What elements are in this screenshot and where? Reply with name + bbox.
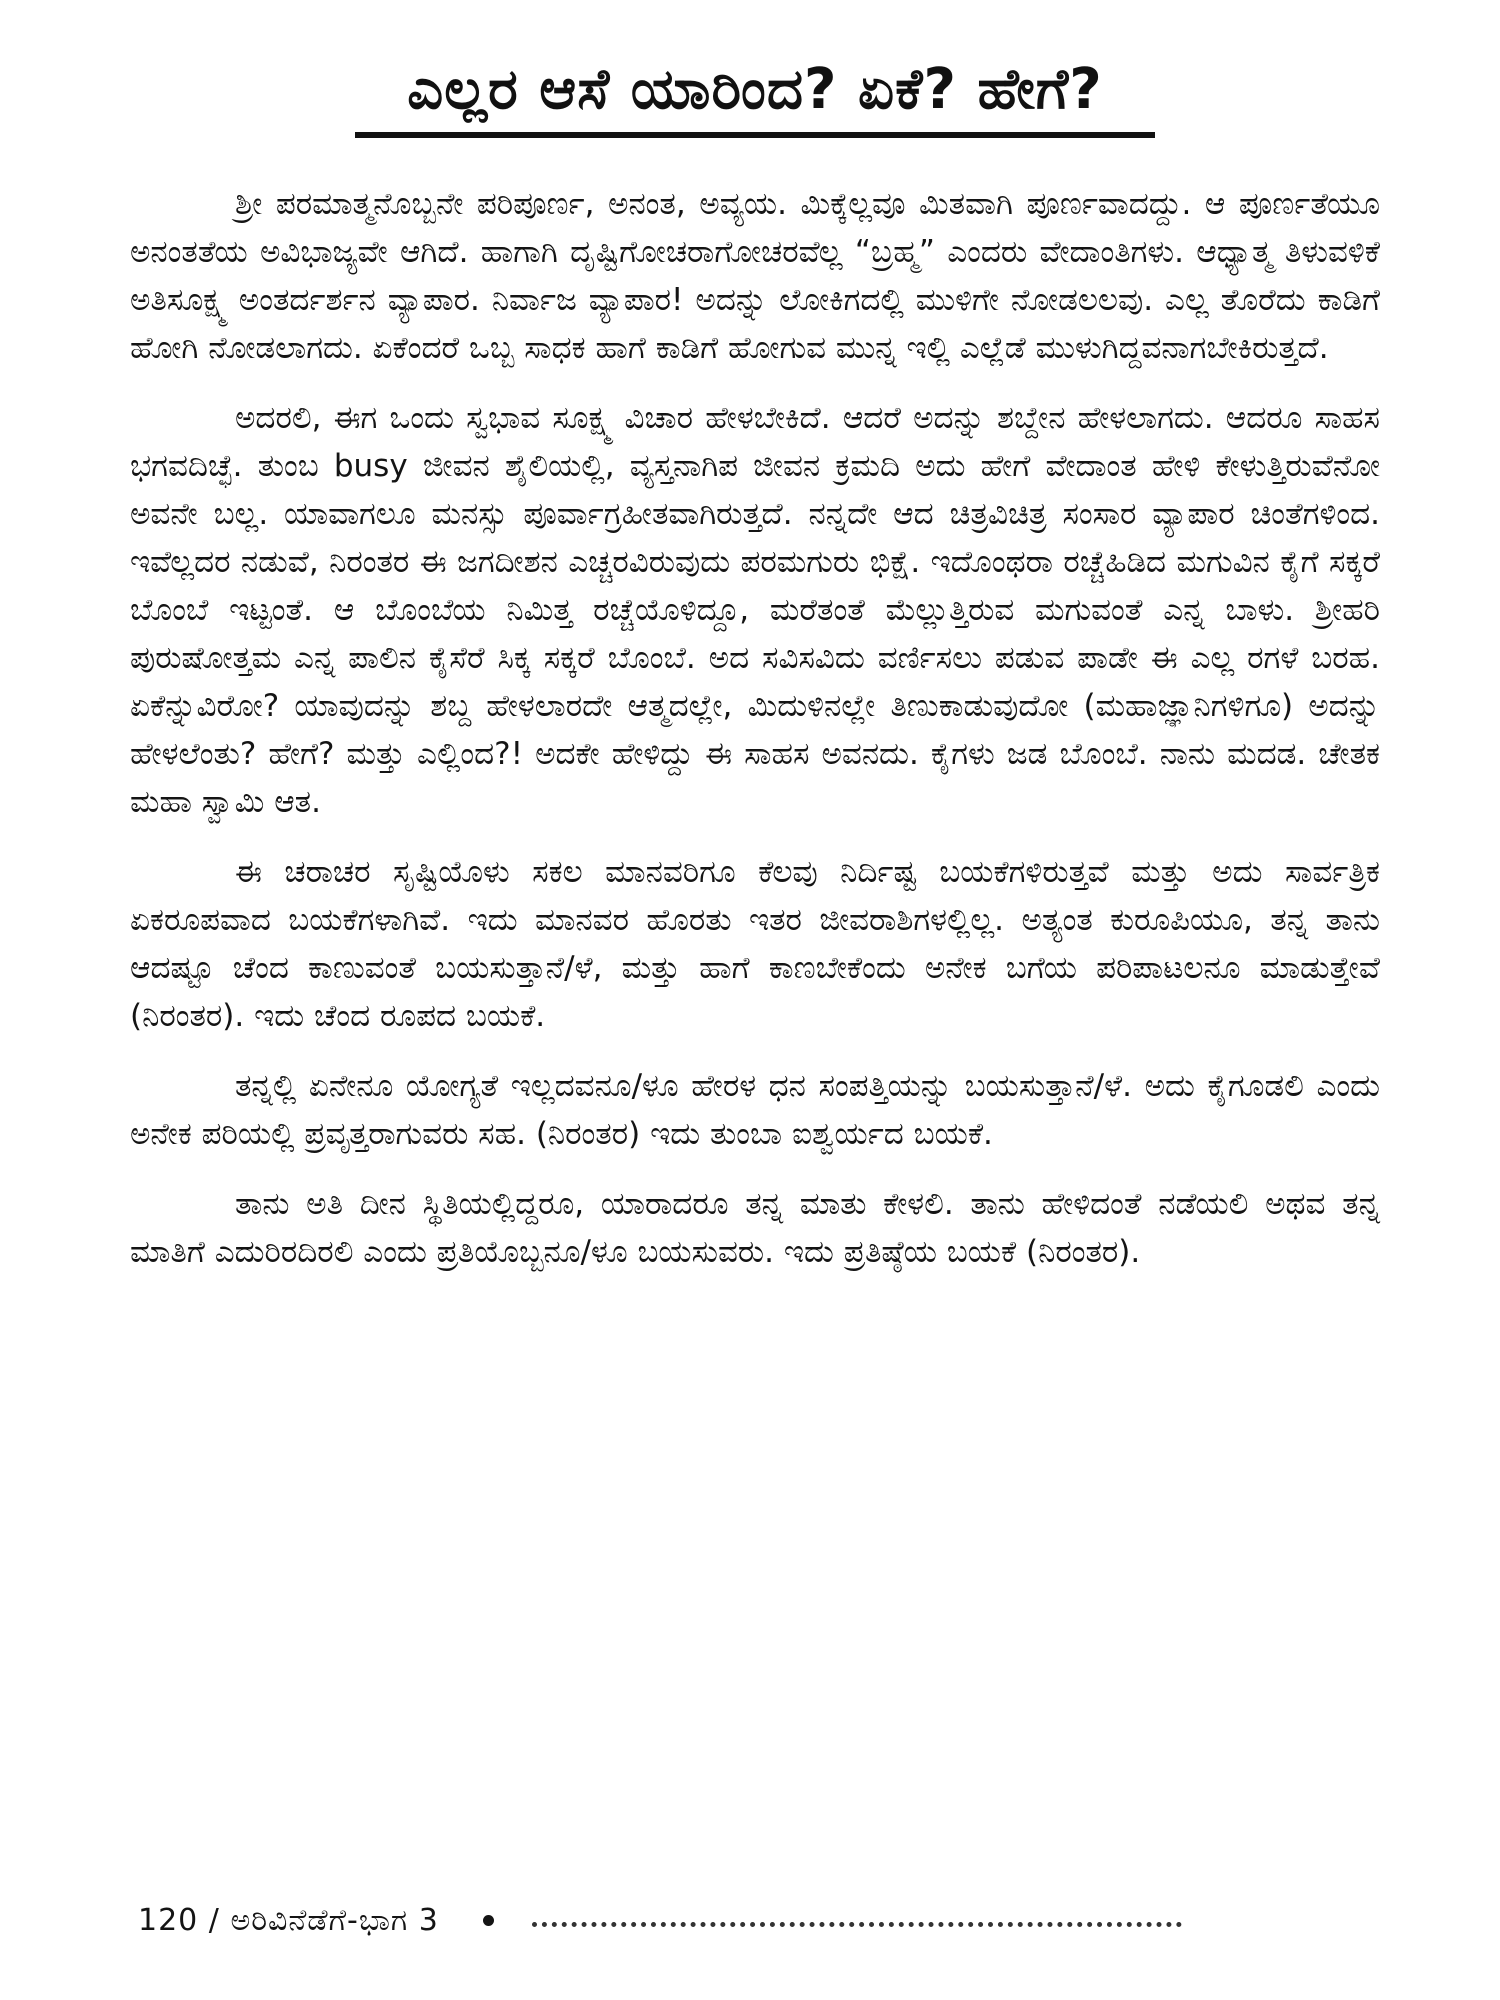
paragraph-5: ತಾನು ಅತಿ ದೀನ ಸ್ಥಿತಿಯಲ್ಲಿದ್ದರೂ, ಯಾರಾದರೂ ತನ್ನ ಮಾತು ಕೇಳಲಿ. ತಾನು ಹೇಳಿದಂತೆ ನಡೆಯಲಿ ಅಥವ ತನ್ನ ಮಾತಿಗೆ ಎದುರಿರದಿರಲಿ ಎಂದು ಪ್ರತಿಯೊಬ್ಬನೂ/ಳೂ ಬಯಸುವರು. ಇದು ಪ್ರತಿಷ್ಠೆಯ ಬಯಕೆ (ನಿರಂತರ).: [130, 1186, 1380, 1270]
paragraph-1: ಶ್ರೀ ಪರಮಾತ್ಮನೊಬ್ಬನೇ ಪರಿಪೂರ್ಣ, ಅನಂತ, ಅವ್ಯಯ. ಮಿಕ್ಕೆಲ್ಲವೂ ಮಿತವಾಗಿ ಪೂರ್ಣವಾದದ್ದು. ಆ ಪೂರ್ಣತೆಯೂ ಅನಂತತೆಯ ಅವಿಭಾಜ್ಯವೇ ಆಗಿದೆ. ಹಾಗಾಗಿ ದೃಷ್ಟಿಗೋಚರಾಗೋಚರವೆಲ್ಲ “ಬ್ರಹ್ಮ” ಎಂದರು ವೇದಾಂತಿಗಳು. ಆಧ್ಯಾತ್ಮ ತಿಳುವಳಿಕೆ ಅತಿಸೂಕ್ಷ್ಮ ಅಂತರ್ದರ್ಶನ ವ್ಯಾಪಾರ. ನಿರ್ವಾಜ ವ್ಯಾಪಾರ! ಅದನ್ನು ಲೋಕಿಗದಲ್ಲಿ ಮುಳಿಗೇ ನೋಡಲಲವು. ಎಲ್ಲ ತೊರೆದು ಕಾಡಿಗೆ ಹೋಗಿ ನೋಡಲಾಗದು. ಏಕೆಂದರೆ ಒಬ್ಬ ಸಾಧಕ ಹಾಗೆ ಕಾಡಿಗೆ ಹೋಗುವ ಮುನ್ನ ಇಲ್ಲಿ ಎಲ್ಲೆಡೆ ಮುಳುಗಿದ್ದವನಾಗಬೇಕಿರುತ್ತದೆ.: [130, 186, 1380, 366]
footer-dotted-leader: [532, 1922, 1182, 1927]
body-text: [130, 180, 1380, 1276]
page-title: ಎಲ್ಲರ ಆಸೆ ಯಾರಿಂದ? ಏಕೆ? ಹೇಗೆ?: [407, 57, 1103, 122]
paragraph-3: ಈ ಚರಾಚರ ಸೃಷ್ಟಿಯೊಳು ಸಕಲ ಮಾನವರಿಗೂ ಕೆಲವು ನಿರ್ದಿಷ್ಟ ಬಯಕೆಗಳಿರುತ್ತವೆ ಮತ್ತು ಅದು ಸಾರ್ವತ್ರಿಕ ಏಕರೂಪವಾದ ಬಯಕೆಗಳಾಗಿವೆ. ಇದು ಮಾನವರ ಹೊರತು ಇತರ ಜೀವರಾಶಿಗಳಲ್ಲಿಲ್ಲ. ಅತ್ಯಂತ ಕುರೂಪಿಯೂ, ತನ್ನ ತಾನು ಆದಷ್ಟೂ ಚೆಂದ ಕಾಣುವಂತೆ ಬಯಸುತ್ತಾನೆ/ಳೆ, ಮತ್ತು ಹಾಗೆ ಕಾಣಬೇಕೆಂದು ಅನೇಕ ಬಗೆಯ ಪರಿಪಾಟಲನೂ ಮಾಡುತ್ತೇವೆ (ನಿರಂತರ). ಇದು ಚೆಂದ ರೂಪದ ಬಯಕೆ.: [130, 854, 1380, 1034]
paragraph-2: ಅದರಲಿ, ಈಗ ಒಂದು ಸ್ವಭಾವ ಸೂಕ್ಷ್ಮ ವಿಚಾರ ಹೇಳಬೇಕಿದೆ. ಆದರೆ ಅದನ್ನು ಶಬ್ದೇನ ಹೇಳಲಾಗದು. ಆದರೂ ಸಾಹಸ ಭಗವದಿಚ್ಛೆ. ತುಂಬ busy ಜೀವನ ಶೈಲಿಯಲ್ಲಿ, ವ್ಯಸ್ತನಾಗಿಪ ಜೀವನ ಕ್ರಮದಿ ಅದು ಹೇಗೆ ವೇದಾಂತ ಹೇಳಿ ಕೇಳುತ್ತಿರುವೆನೋ ಅವನೇ ಬಲ್ಲ. ಯಾವಾಗಲೂ ಮನಸ್ಸು ಪೂರ್ವಾಗ್ರಹೀತವಾಗಿರುತ್ತದೆ. ನನ್ನದೇ ಆದ ಚಿತ್ರವಿಚಿತ್ರ ಸಂಸಾರ ವ್ಯಾಪಾರ ಚಿಂತೆಗಳಿಂದ. ಇವೆಲ್ಲದರ ನಡುವೆ, ನಿರಂತರ ಈ ಜಗದೀಶನ ಎಚ್ಚರವಿರುವುದು ಪರಮಗುರು ಭಿಕ್ಷೆ. ಇದೊಂಥರಾ ರಚ್ಚೆಹಿಡಿದ ಮಗುವಿನ ಕೈಗೆ ಸಕ್ಕರೆ ಬೊಂಬೆ ಇಟ್ಟಂತೆ. ಆ ಬೊಂಬೆಯ ನಿಮಿತ್ತ ರಚ್ಚೆಯೊಳಿದ್ದೂ, ಮರೆತಂತೆ ಮೆಲ್ಲುತ್ತಿರುವ ಮಗುವಂತೆ ಎನ್ನ ಬಾಳು. ಶ್ರೀಹರಿ ಪುರುಷೋತ್ತಮ ಎನ್ನ ಪಾಲಿನ ಕೈಸೆರೆ ಸಿಕ್ಕ ಸಕ್ಕರೆ ಬೊಂಬೆ. ಅದ ಸವಿಸವಿದು ವರ್ಣಿಸಲು ಪಡುವ ಪಾಡೇ ಈ ಎಲ್ಲ ರಗಳೆ ಬರಹ. ಏಕೆನ್ನುವಿರೋ? ಯಾವುದನ್ನು ಶಬ್ದ ಹೇಳಲಾರದೇ ಆತ್ಮದಲ್ಲೇ, ಮಿದುಳಿನಲ್ಲೇ ತಿಣುಕಾಡುವುದೋ (ಮಹಾಜ್ಞಾನಿಗಳಿಗೂ) ಅದನ್ನು ಹೇಳಲೆಂತು? ಹೇಗೆ? ಮತ್ತು ಎಲ್ಲಿಂದ?! ಅದಕೇ ಹೇಳಿದ್ದು ಈ ಸಾಹಸ ಅವನದು. ಕೈಗಳು ಜಡ ಬೊಂಬೆ. ನಾನು ಮದಡ. ಚೇತಕ ಮಹಾ ಸ್ವಾಮಿ ಆತ.: [130, 400, 1380, 820]
footer-bullet: [483, 1915, 494, 1926]
paragraph-4: ತನ್ನಲ್ಲಿ ಏನೇನೂ ಯೋಗ್ಯತೆ ಇಲ್ಲದವನೂ/ಳೂ ಹೇರಳ ಧನ ಸಂಪತ್ತಿಯನ್ನು ಬಯಸುತ್ತಾನೆ/ಳೆ. ಅದು ಕೈಗೂಡಲಿ ಎಂದು ಅನೇಕ ಪರಿಯಲ್ಲಿ ಪ್ರವೃತ್ತರಾಗುವರು ಸಹ. (ನಿರಂತರ) ಇದು ತುಂಬಾ ಐಶ್ವರ್ಯದ ಬಯಕೆ.: [130, 1068, 1380, 1152]
title-underline: [355, 132, 1155, 138]
footer-page-label: 120 / ಅರಿವಿನೆಡೆಗೆ-ಭಾಗ 3: [138, 1902, 439, 1938]
page-footer: [138, 1900, 1182, 1940]
title-container: [355, 52, 1155, 128]
